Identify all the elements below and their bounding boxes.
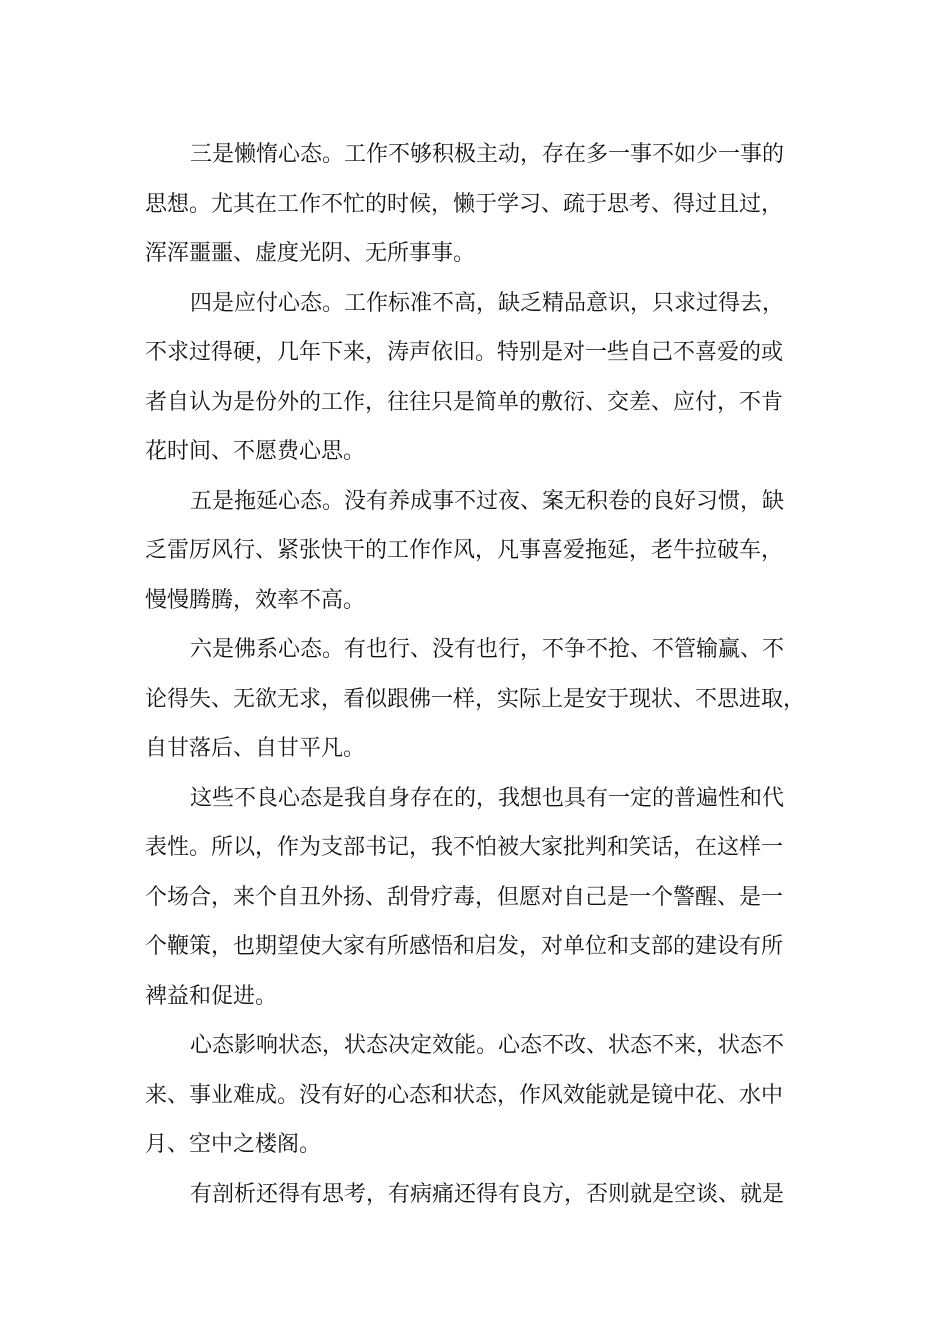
- body-text: [145, 130, 825, 1219]
- paragraph-line: 慢慢腾腾，效率不高。: [145, 587, 366, 613]
- paragraph-line: 论得失、无欲无求，看似跟佛一样，实际上是安于现状、不思进取，: [145, 686, 806, 712]
- paragraph-line: 裨益和促进。: [145, 983, 278, 1009]
- paragraph-line: 乏雷厉风行、紧张快干的工作作风，凡事喜爱拖延，老牛拉破车，: [145, 538, 784, 563]
- paragraph-line: 这些不良心态是我自身存在的，我想也具有一定的普遍性和代: [190, 785, 785, 811]
- paragraph-line: 思想。尤其在工作不忙的时候，懒于学习、疏于思考、得过且过，: [145, 191, 784, 217]
- paragraph-line: 来、事业难成。没有好的心态和状态，作风效能就是镜中花、水中: [145, 1082, 784, 1108]
- paragraph-line: 五是拖延心态。没有养成事不过夜、案无积卷的良好习惯，缺: [190, 488, 785, 514]
- paragraph-line: 自甘落后、自甘平凡。: [145, 736, 366, 761]
- paragraph-line: 个鞭策，也期望使大家有所感悟和启发，对单位和支部的建设有所: [145, 934, 784, 959]
- paragraph-line: 月、空中之楼阁。: [145, 1132, 322, 1157]
- paragraph-line: 个场合，来个自丑外扬、刮骨疗毒，但愿对自己是一个警醒、是一: [145, 884, 784, 910]
- paragraph-line: 不求过得硬，几年下来，涛声依旧。特别是对一些自己不喜爱的或: [145, 340, 784, 365]
- paragraph-line: 四是应付心态。工作标准不高，缺乏精品意识，只求过得去，: [190, 290, 785, 316]
- paragraph-line: 者自认为是份外的工作，往往只是简单的敷衍、交差、应付，不肯: [145, 389, 784, 415]
- paragraph-line: 表性。所以，作为支部书记，我不怕被大家批判和笑话，在这样一: [145, 835, 784, 860]
- paragraph-line: 花时间、不愿费心思。: [145, 439, 366, 464]
- paragraph-line: 六是佛系心态。有也行、没有也行，不争不抢、不管输赢、不: [190, 637, 785, 662]
- paragraph-line: 浑浑噩噩、虚度光阴、无所事事。: [145, 241, 476, 266]
- paragraph-line: 有剖析还得有思考，有病痛还得有良方，否则就是空谈、就是: [190, 1181, 785, 1207]
- paragraph-line: 心态影响状态，状态决定效能。心态不改、状态不来，状态不: [190, 1033, 785, 1058]
- paragraph-line: 三是懒惰心态。工作不够积极主动，存在多一事不如少一事的: [190, 142, 785, 167]
